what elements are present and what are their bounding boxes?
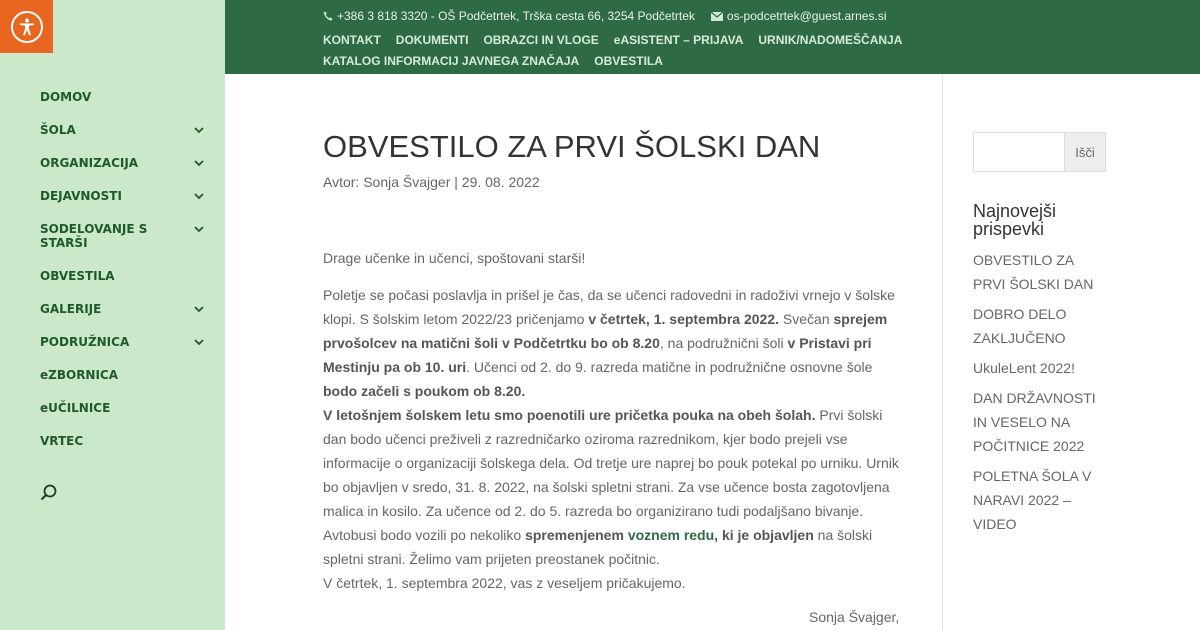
sidebar-item[interactable] <box>40 123 210 137</box>
chevron-down-icon[interactable] <box>192 123 206 137</box>
main-menu <box>40 90 210 467</box>
search-input[interactable] <box>973 132 1064 172</box>
email-link[interactable]: os-podcetrtek@guest.arnes.si <box>726 9 887 23</box>
recent-posts-list <box>973 248 1108 542</box>
top-nav-link[interactable]: OBVESTILA <box>594 54 663 68</box>
sidebar-item-label: VRTEC <box>40 434 84 448</box>
contact-bar <box>323 9 886 23</box>
signature: Sonja Švajger, <box>809 609 900 625</box>
top-nav-link[interactable]: URNIK/NADOMEŠČANJA <box>758 33 903 47</box>
recent-post-link[interactable]: UkuleLent 2022! <box>973 360 1075 376</box>
sidebar-item-label: eZBORNICA <box>40 368 119 382</box>
top-nav-link[interactable]: KONTAKT <box>323 33 381 47</box>
column-divider <box>942 74 943 630</box>
text-bold: , ki je objavljen <box>714 527 814 543</box>
sidebar-item-label: ORGANIZACIJA <box>40 156 139 170</box>
sidebar-item-label: GALERIJE <box>40 302 102 316</box>
chevron-down-icon[interactable] <box>192 302 206 316</box>
sidebar-item[interactable] <box>40 189 210 203</box>
top-header <box>225 0 1200 74</box>
top-navigation <box>323 30 963 72</box>
post-meta: Avtor: Sonja Švajger | 29. 08. 2022 <box>323 174 540 190</box>
text: na šolski spletni strani. Želimo vam prijeten preostanek počitnic. <box>323 527 873 567</box>
recent-posts-heading: Najnovejši prispevki <box>973 201 1057 239</box>
envelope-icon <box>711 12 723 21</box>
text-bold: v četrtek, 1. septembra 2022. <box>588 311 780 327</box>
sidebar-item-label: DOMOV <box>40 90 92 104</box>
sidebar-item-label: PODRUŽNICA <box>40 335 130 349</box>
phone-icon <box>323 11 333 21</box>
text: . Učenci od 2. do 9. razreda matične in podružnične osnovne šole <box>466 359 873 375</box>
text: V četrtek, 1. septembra 2022, vas z veseljem pričakujemo. <box>323 575 686 591</box>
text: Poletje se počasi poslavlja in prišel je čas, da se učenci radovedni in radoživi vrnejo v šolske klopi. S šolskim letom 2022/23 pričenjamo <box>323 287 895 327</box>
phone-info <box>323 9 695 23</box>
sidebar-item-label: eUČILNICE <box>40 401 111 415</box>
recent-post-link[interactable]: POLETNA ŠOLA V NARAVI 2022 – VIDEO <box>973 468 1092 532</box>
sidebar-item[interactable] <box>40 401 210 415</box>
sidebar-item-label: OBVESTILA <box>40 269 115 283</box>
timetable-link[interactable]: voznem redu <box>627 527 715 543</box>
post-content <box>323 128 903 595</box>
top-nav-link[interactable]: KATALOG INFORMACIJ JAVNEGA ZNAČAJA <box>323 54 580 68</box>
text: , na podružnični šoli <box>659 335 788 351</box>
sidebar-item-label: DEJAVNOSTI <box>40 189 122 203</box>
text-bold: sprejem prvošolcev na matični šoli v Podčetrtku bo ob 8.20 <box>323 311 888 351</box>
search-button[interactable]: Išči <box>1064 132 1106 172</box>
sidebar-search-icon[interactable] <box>40 484 60 504</box>
left-sidebar <box>0 0 225 630</box>
chevron-down-icon[interactable] <box>192 156 206 170</box>
top-nav-link[interactable]: DOKUMENTI <box>395 33 469 47</box>
recent-post-link[interactable]: OBVESTILO ZA PRVI ŠOLSKI DAN <box>973 252 1094 292</box>
sidebar-item[interactable] <box>40 269 210 283</box>
sidebar-item[interactable] <box>40 368 210 382</box>
top-nav-link[interactable]: OBRAZCI IN VLOGE <box>483 33 599 47</box>
sidebar-item-label: ŠOLA <box>40 123 76 137</box>
text-bold: v Pristavi pri Mestinju pa ob 10. uri <box>323 335 872 375</box>
post-title: OBVESTILO ZA PRVI ŠOLSKI DAN <box>323 129 821 164</box>
chevron-down-icon[interactable] <box>192 222 206 236</box>
sidebar-item[interactable] <box>40 335 210 349</box>
recent-post-link[interactable]: DOBRO DELO ZAKLJUČENO <box>973 306 1067 346</box>
chevron-down-icon[interactable] <box>192 335 206 349</box>
accessibility-icon <box>11 11 43 43</box>
sidebar-item[interactable] <box>40 434 210 448</box>
phone-text: +386 3 818 3320 - OŠ Podčetrtek, Trška cesta 66, 3254 Podčetrtek <box>337 9 695 23</box>
text-bold: V letošnjem šolskem letu smo poenotili ure pričetka pouka na obeh šolah. <box>323 407 816 423</box>
paragraph-1 <box>323 283 903 595</box>
text-bold: bodo začeli s poukom ob 8.20. <box>323 383 526 399</box>
sidebar-item[interactable] <box>40 222 210 250</box>
sidebar-item[interactable] <box>40 156 210 170</box>
sidebar-item-label: SODELOVANJE S STARŠI <box>40 222 148 250</box>
chevron-down-icon[interactable] <box>192 189 206 203</box>
search-form <box>973 132 1106 172</box>
accessibility-button[interactable] <box>0 0 53 53</box>
greeting: Drage učenke in učenci, spoštovani starši! <box>323 250 586 266</box>
text: Svečan <box>779 311 834 327</box>
email-info[interactable] <box>711 9 887 23</box>
sidebar-item[interactable] <box>40 90 210 104</box>
recent-post-link[interactable]: DAN DRŽAVNOSTI IN VESELO NA POČITNICE 2022 <box>973 390 1096 454</box>
text: Prvi šolski dan bodo učenci preživeli z razredničarko oziroma razrednikom, kjer bodo prejeli vse informacije o organizaciji šolskega dela. Od tretje ure naprej bo pouk potekal po urniku. Urnik bo objavljen v sredo, 31. 8. 2022, na šolski spletni strani. Za vse učence bosta zagotovljena malica in kosilo. Za učence od 2. do 5. razreda bo organizirano tudi podaljšano bivanje. Avtobusi bodo vozili po nekoliko <box>323 407 899 543</box>
sidebar-item[interactable] <box>40 302 210 316</box>
top-nav-link[interactable]: eASISTENT – PRIJAVA <box>613 33 744 47</box>
text-bold: spremenjenem <box>525 527 628 543</box>
